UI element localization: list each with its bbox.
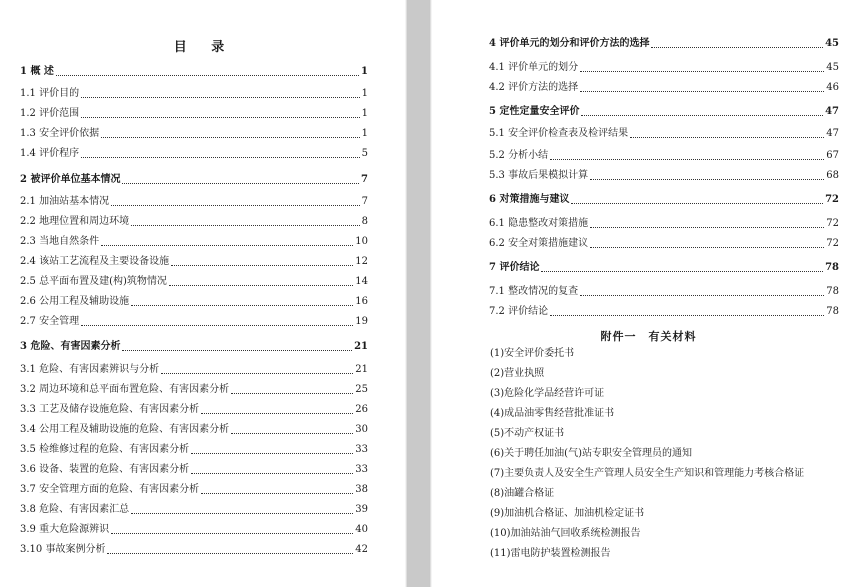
toc-entry-label: 6 对策措施与建议 bbox=[489, 194, 570, 205]
toc-entry-label: 3.8 危险、有害因素汇总 bbox=[20, 504, 130, 515]
toc-page-number: 12 bbox=[355, 256, 368, 267]
toc-leader-dots bbox=[101, 237, 353, 246]
toc-page-number: 47 bbox=[826, 128, 839, 139]
toc-chapter-entry bbox=[20, 174, 368, 186]
toc-leader-dots bbox=[191, 445, 353, 454]
toc-entry-label: 2.6 公用工程及辅助设施 bbox=[20, 296, 130, 307]
toc-entry bbox=[489, 128, 839, 140]
toc-page-number: 10 bbox=[355, 236, 368, 247]
toc-entry bbox=[489, 82, 839, 94]
attachment-item: (5)不动产权证书 bbox=[490, 428, 565, 439]
toc-leader-dots bbox=[580, 83, 824, 92]
toc-leader-dots bbox=[541, 263, 823, 272]
toc-page-number: 21 bbox=[355, 364, 368, 375]
toc-page-number: 68 bbox=[826, 170, 839, 181]
toc-chapter-entry bbox=[489, 38, 839, 50]
toc-entry bbox=[20, 316, 368, 328]
toc-leader-dots bbox=[107, 545, 353, 554]
toc-page-number: 1 bbox=[361, 128, 368, 139]
toc-entry-label: 2.7 安全管理 bbox=[20, 316, 80, 327]
toc-page-number: 72 bbox=[826, 238, 839, 249]
toc-entry bbox=[20, 544, 368, 556]
toc-entry-label: 6.1 隐患整改对策措施 bbox=[489, 218, 589, 229]
toc-leader-dots bbox=[111, 197, 360, 206]
toc-leader-dots bbox=[590, 219, 824, 228]
toc-leader-dots bbox=[131, 297, 353, 306]
toc-entry-label: 3.3 工艺及储存设施危险、有害因素分析 bbox=[20, 404, 200, 415]
toc-entry-label: 2.2 地理位置和周边环境 bbox=[20, 216, 130, 227]
attachment-item: (7)主要负责人及安全生产管理人员安全生产知识和管理能力考核合格证 bbox=[490, 468, 805, 479]
toc-entry-label: 5.2 分析小结 bbox=[489, 150, 549, 161]
toc-leader-dots bbox=[81, 89, 360, 98]
toc-entry-label: 1.3 安全评价依据 bbox=[20, 128, 100, 139]
toc-page-number: 7 bbox=[361, 196, 368, 207]
toc-entry bbox=[20, 424, 368, 436]
toc-leader-dots bbox=[101, 129, 360, 138]
toc-entry bbox=[20, 88, 368, 100]
toc-page-number: 8 bbox=[361, 216, 368, 227]
toc-entry bbox=[20, 384, 368, 396]
toc-leader-dots bbox=[550, 307, 824, 316]
toc-leader-dots bbox=[580, 287, 824, 296]
toc-leader-dots bbox=[231, 385, 353, 394]
toc-entry bbox=[489, 306, 839, 318]
toc-entry bbox=[20, 444, 368, 456]
toc-entry-label: 3.9 重大危险源辨识 bbox=[20, 524, 110, 535]
toc-page-number: 25 bbox=[355, 384, 368, 395]
toc-page-number: 78 bbox=[826, 306, 839, 317]
toc-leader-dots bbox=[231, 425, 353, 434]
toc-entry bbox=[20, 108, 368, 120]
toc-leader-dots bbox=[131, 505, 353, 514]
toc-leader-dots bbox=[111, 525, 353, 534]
toc-page-number: 1 bbox=[361, 66, 368, 77]
toc-entry-label: 3.10 事故案例分析 bbox=[20, 544, 106, 555]
toc-entry-label: 7 评价结论 bbox=[489, 262, 540, 273]
toc-page-number: 19 bbox=[355, 316, 368, 327]
toc-entry bbox=[489, 218, 839, 230]
toc-leader-dots bbox=[580, 63, 824, 72]
toc-leader-dots bbox=[590, 239, 824, 248]
toc-leader-dots bbox=[131, 217, 360, 226]
toc-leader-dots bbox=[81, 149, 360, 158]
attachment-item: (8)油罐合格证 bbox=[490, 488, 555, 499]
toc-entry bbox=[20, 504, 368, 516]
toc-leader-dots bbox=[201, 485, 353, 494]
toc-entry-label: 4 评价单元的划分和评价方法的选择 bbox=[489, 38, 650, 49]
toc-page-right bbox=[429, 0, 868, 587]
toc-leader-dots bbox=[590, 171, 824, 180]
toc-entry-label: 5 定性定量安全评价 bbox=[489, 106, 580, 117]
toc-entry-label: 1.4 评价程序 bbox=[20, 148, 80, 159]
toc-page-number: 40 bbox=[355, 524, 368, 535]
toc-entry-label: 2.5 总平面布置及建(构)筑物情况 bbox=[20, 276, 167, 287]
toc-entry bbox=[20, 216, 368, 228]
toc-leader-dots bbox=[122, 342, 352, 351]
toc-chapter-entry bbox=[20, 66, 368, 78]
toc-entry bbox=[20, 524, 368, 536]
attachment-item: (9)加油机合格证、加油机检定证书 bbox=[490, 508, 645, 519]
toc-page-number: 30 bbox=[355, 424, 368, 435]
attachment-item: (3)危险化学品经营许可证 bbox=[490, 388, 605, 399]
toc-entry-label: 2 被评价单位基本情况 bbox=[20, 174, 121, 185]
toc-entry-label: 3.7 安全管理方面的危险、有害因素分析 bbox=[20, 484, 200, 495]
toc-page-number: 72 bbox=[826, 218, 839, 229]
toc-entry-label: 6.2 安全对策措施建议 bbox=[489, 238, 589, 249]
toc-page-left bbox=[0, 0, 408, 587]
toc-entry-label: 7.1 整改情况的复查 bbox=[489, 286, 579, 297]
toc-entry bbox=[20, 196, 368, 208]
toc-leader-dots bbox=[630, 129, 824, 138]
toc-chapter-entry bbox=[489, 262, 839, 274]
attachment-item: (2)营业执照 bbox=[490, 368, 545, 379]
toc-entry-label: 5.1 安全评价检查表及检评结果 bbox=[489, 128, 629, 139]
toc-leader-dots bbox=[571, 195, 823, 204]
attachment-item: (11)雷电防护装置检测报告 bbox=[490, 548, 611, 559]
toc-chapter-entry bbox=[489, 194, 839, 206]
toc-entry-label: 3.6 设备、装置的危险、有害因素分析 bbox=[20, 464, 190, 475]
toc-chapter-entry bbox=[489, 106, 839, 118]
toc-leader-dots bbox=[191, 465, 353, 474]
toc-page-number: 46 bbox=[826, 82, 839, 93]
toc-page-number: 16 bbox=[355, 296, 368, 307]
toc-entry bbox=[489, 62, 839, 74]
toc-entry-label: 3.4 公用工程及辅助设施的危险、有害因素分析 bbox=[20, 424, 230, 435]
toc-entry-label: 4.1 评价单元的划分 bbox=[489, 62, 579, 73]
toc-page-number: 67 bbox=[826, 150, 839, 161]
toc-page-number: 45 bbox=[826, 62, 839, 73]
toc-entry bbox=[489, 238, 839, 250]
toc-page-number: 38 bbox=[355, 484, 368, 495]
toc-leader-dots bbox=[651, 39, 823, 48]
toc-entry bbox=[20, 464, 368, 476]
toc-entry bbox=[20, 256, 368, 268]
toc-entry bbox=[20, 296, 368, 308]
toc-page-number: 78 bbox=[826, 286, 839, 297]
attachment-item: (10)加油站油气回收系统检测报告 bbox=[490, 528, 641, 539]
toc-leader-dots bbox=[581, 107, 823, 116]
toc-leader-dots bbox=[161, 365, 353, 374]
toc-entry-label: 1.1 评价目的 bbox=[20, 88, 80, 99]
toc-entry-label: 2.1 加油站基本情况 bbox=[20, 196, 110, 207]
toc-page-number: 72 bbox=[825, 194, 839, 205]
toc-page-number: 1 bbox=[361, 88, 368, 99]
toc-entry-label: 3.5 检维修过程的危险、有害因素分析 bbox=[20, 444, 190, 455]
page-edge-shadow bbox=[405, 0, 408, 587]
toc-entry-label: 3.1 危险、有害因素辨识与分析 bbox=[20, 364, 160, 375]
toc-page-number: 5 bbox=[361, 148, 368, 159]
toc-leader-dots bbox=[201, 405, 353, 414]
toc-entry bbox=[20, 404, 368, 416]
toc-entry bbox=[489, 286, 839, 298]
toc-entry-label: 3 危险、有害因素分析 bbox=[20, 341, 121, 352]
toc-page-number: 33 bbox=[355, 444, 368, 455]
toc-leader-dots bbox=[56, 67, 359, 76]
toc-title: 目 录 bbox=[173, 40, 235, 55]
toc-chapter-entry bbox=[20, 341, 368, 353]
toc-leader-dots bbox=[550, 151, 824, 160]
toc-page-number: 42 bbox=[355, 544, 368, 555]
toc-page-number: 39 bbox=[355, 504, 368, 515]
toc-entry bbox=[20, 276, 368, 288]
toc-entry bbox=[20, 148, 368, 160]
toc-entry bbox=[489, 150, 839, 162]
toc-entry-label: 4.2 评价方法的选择 bbox=[489, 82, 579, 93]
toc-page-number: 78 bbox=[825, 262, 839, 273]
toc-leader-dots bbox=[81, 109, 360, 118]
toc-entry bbox=[20, 484, 368, 496]
toc-page-number: 33 bbox=[355, 464, 368, 475]
toc-entry-label: 2.4 该站工艺流程及主要设备设施 bbox=[20, 256, 170, 267]
toc-entry-label: 2.3 当地自然条件 bbox=[20, 236, 100, 247]
toc-entry-label: 3.2 周边环境和总平面布置危险、有害因素分析 bbox=[20, 384, 230, 395]
toc-leader-dots bbox=[122, 175, 359, 184]
attachment-item: (1)安全评价委托书 bbox=[490, 348, 575, 359]
toc-entry-label: 5.3 事故后果模拟计算 bbox=[489, 170, 589, 181]
toc-entry bbox=[489, 170, 839, 182]
toc-page-number: 21 bbox=[354, 341, 368, 352]
toc-entry bbox=[20, 364, 368, 376]
toc-entry bbox=[20, 236, 368, 248]
toc-leader-dots bbox=[81, 317, 353, 326]
attachment-item: (4)成品油零售经营批准证书 bbox=[490, 408, 615, 419]
attachment-item: (6)关于聘任加油(气)站专职安全管理员的通知 bbox=[490, 448, 692, 459]
toc-page-number: 45 bbox=[825, 38, 839, 49]
toc-entry bbox=[20, 128, 368, 140]
toc-entry-label: 1 概 述 bbox=[20, 66, 54, 77]
toc-leader-dots bbox=[169, 277, 353, 286]
toc-page-number: 7 bbox=[361, 174, 368, 185]
toc-entry-label: 1.2 评价范围 bbox=[20, 108, 80, 119]
toc-page-number: 47 bbox=[825, 106, 839, 117]
toc-entry-label: 7.2 评价结论 bbox=[489, 306, 549, 317]
toc-page-number: 26 bbox=[355, 404, 368, 415]
page-edge-shadow bbox=[429, 0, 432, 587]
toc-leader-dots bbox=[171, 257, 353, 266]
toc-page-number: 1 bbox=[361, 108, 368, 119]
appendix-title: 附件一 有关材料 bbox=[600, 330, 697, 343]
toc-page-number: 14 bbox=[355, 276, 368, 287]
